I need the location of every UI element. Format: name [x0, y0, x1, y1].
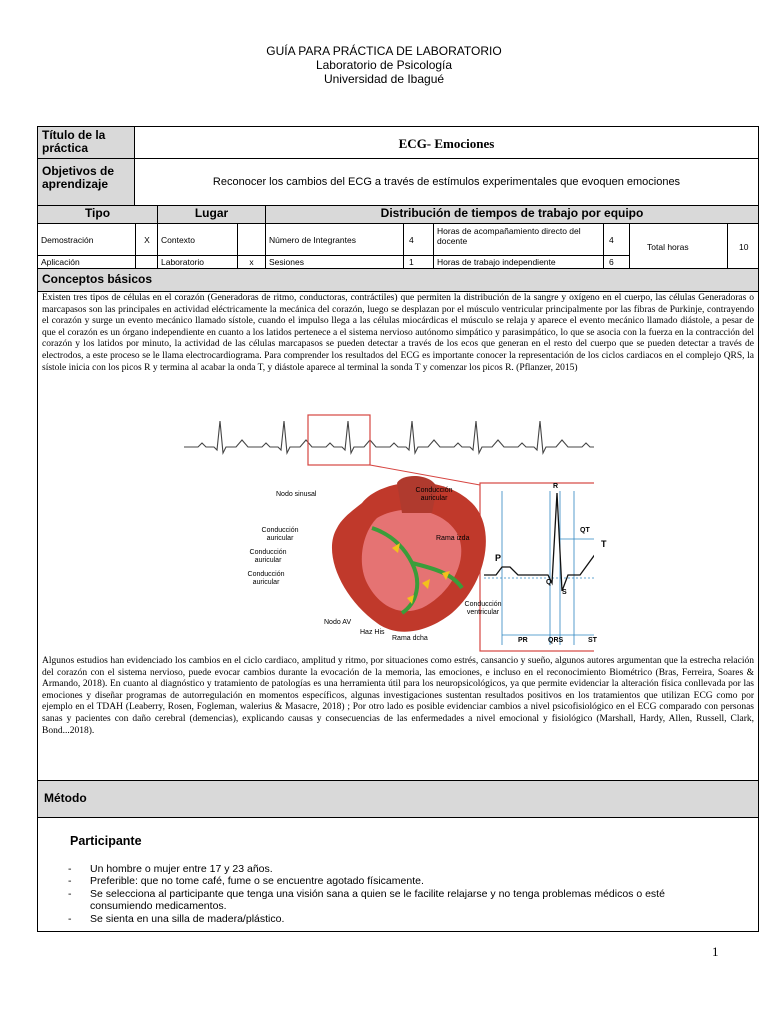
- label-rama-izda: Rama izda: [436, 535, 470, 542]
- distribution-body: [38, 224, 758, 255]
- participante-heading: Participante: [70, 834, 142, 848]
- list-item: - Se selecciona al participante que tenga una visión sana a quien se le facilite relajarse y no tenga problemas médicos o esté consumiendo medicamentos.: [68, 887, 665, 913]
- conceptos-paragraph-1: Existen tres tipos de células en el corazón (Generadoras de ritmo, conductoras, contráctiles) que permiten la distribución de la sangre y oxígeno en el cuerpo, las células Generadoras o marcapasos son las principales en actividad eléctricamente la mecánica del corazón, luego se desplazan por el músculo ventricular principalmente por las fibras de Purkinje, contrayendo el corazón y surge un evento mecánico llamado sístole, cuando el impulso llega a las células miocárdicas el músculo se relaja y aparece el evento mecánico llamado diástole, a pesar de que el corazón es un órgano independiente en cuanto a los latidos pertenece a el sistema nervioso autónomo simpático y parasimpático, lo que se asocia con la fuerza en la contracción del corazón y los latidos por minuto, la actividad de las células marcapasos se pueden detectar a través de los ecos que generan en el resto del cuerpo que se pueden detectar a través de electrodos, a este proceso se le llama electrocardiograma. Para comprender los resultados del ECG es importante conocer la representación de los ciclos cardiacos en el complejo QRS, la sístole inicia con los picos R y termina al acabar la onda T, y diástole aparece al terminal la sonda T y comenzar los picos R. (Pflanzer, 2015): [42, 293, 754, 373]
- label-cond-auricular-2: Conducción auricular: [249, 549, 287, 564]
- practice-title: ECG- Emociones: [398, 136, 495, 151]
- header-title: GUÍA PARA PRÁCTICA DE LABORATORIO: [266, 44, 502, 58]
- ecg-strip-trace: [184, 421, 594, 453]
- tipo-demostracion-mark: X: [144, 235, 150, 245]
- sesiones-value: 1: [409, 257, 414, 267]
- ecg-label-q: Q: [546, 579, 552, 586]
- label-cond-auricular-1: Conducción auricular: [261, 527, 299, 542]
- ecg-label-s: S: [562, 589, 567, 596]
- distribution-row-2: [38, 256, 758, 268]
- metodo-heading-row: [38, 781, 758, 817]
- ecg-label-t: T: [601, 539, 607, 549]
- objectives-label: Objetivos de aprendizaje: [42, 164, 115, 191]
- label-nodo-av: Nodo AV: [324, 619, 352, 626]
- tipo-header: Tipo: [84, 206, 111, 220]
- label-rama-dcha: Rama dcha: [392, 635, 428, 642]
- metodo-heading: Método: [44, 791, 87, 805]
- hours-direct-label: Horas de acompañamiento directo del docente: [437, 226, 581, 246]
- distribution-header-row: [38, 206, 758, 223]
- list-item: - Se sienta en una silla de madera/plástico.: [68, 912, 285, 925]
- total-hours-value: 10: [739, 242, 749, 252]
- ecg-heart-figure: [184, 413, 607, 653]
- conceptos-paragraph-2: Algunos estudios han evidenciado los cambios en el ciclo cardiaco, amplitud y ritmo, por situaciones como estrés, cansancio y sueño, algunos autores argumentan que la estrecha relación del corazón con el sistema nervioso, puede evocar cambios durante la evocación de la memoria, las emociones, e incluso en el reconocimiento Biométrico (Bras, Ferreira, Soares & Armando, 2018). En cuanto al diagnóstico y tratamiento de patologías es una herramienta útil para los neuropsicológicos, ya que permite evidenciar la alteración física conllevada por las emociones y diseñar programas de autorregulación en momentos específicos, algunas investigaciones sustentan resultados positivos en los tratamientos que utilizan ECG como por ejemplo en el TDAH (Leaberry, Rosen, Fogleman, walerius & Masacre, 2018) ; Por otro lado es posible evidenciar cambios a nivel psicofisiológico en el ECG comparado con personas sanas y pacientes con daño cerebral (demencias), explicando causas y consecuencias de las enfermedades a nivel emocional y fisiológico (Marshall, Hardy, Allen, Russell, Clark, Bond...2018).: [42, 656, 754, 736]
- sesiones-label: Sesiones: [269, 257, 304, 267]
- conceptos-heading: Conceptos básicos: [42, 272, 153, 286]
- objectives-text: Reconocer los cambios del ECG a través de estímulos experimentales que evoquen emociones: [212, 176, 681, 188]
- lugar-laboratorio: Laboratorio: [161, 257, 205, 267]
- objectives-row: [38, 159, 758, 205]
- hours-direct-value: 4: [609, 235, 614, 245]
- integrantes-label: Número de Integrantes: [269, 235, 356, 245]
- list-item: - Un hombre o mujer entre 17 y 23 años.: [68, 863, 273, 875]
- distribution-header: Distribución de tiempos de trabajo por equipo: [380, 206, 644, 220]
- ecg-label-r: R: [553, 483, 559, 490]
- label-cond-ventricular: Conducción ventricular: [464, 601, 502, 616]
- page-number: 1: [712, 944, 719, 959]
- lugar-laboratorio-mark: x: [249, 257, 254, 267]
- hours-independent-label: Horas de trabajo independiente: [437, 257, 556, 267]
- practice-form: [37, 126, 759, 932]
- ecg-label-st: ST: [588, 637, 597, 644]
- lugar-header: Lugar: [194, 206, 229, 220]
- document-header: [0, 44, 768, 86]
- ecg-highlight-box: [308, 415, 370, 465]
- tipo-demostracion: Demostración: [41, 235, 94, 245]
- hours-independent-value: 6: [609, 257, 614, 267]
- ecg-label-qt: QT: [580, 527, 590, 534]
- label-nodo-sinusal: Nodo sinusal: [276, 491, 317, 498]
- tipo-aplicacion: Aplicación: [41, 257, 80, 267]
- ecg-label-qrs: QRS: [548, 637, 564, 644]
- participant-list: [68, 863, 728, 925]
- ecg-label-pr: PR: [518, 637, 528, 644]
- title-row: [38, 127, 758, 158]
- title-label: Título de la práctica: [42, 128, 106, 155]
- lugar-contexto: Contexto: [161, 235, 196, 245]
- label-cond-auricular-3: Conducción auricular: [247, 571, 285, 586]
- ecg-label-p: P: [495, 553, 502, 563]
- integrantes-value: 4: [409, 235, 414, 245]
- conceptos-heading-row: [38, 269, 758, 291]
- lugar-contexto-mark: [238, 233, 266, 237]
- list-item: - Preferible: que no tome café, fume o se encuentre agotado físicamente.: [68, 875, 424, 888]
- total-hours-label: Total horas: [647, 242, 689, 252]
- label-cond-auricular-top: Conducción auricular: [415, 487, 453, 502]
- header-lab: Laboratorio de Psicología: [315, 58, 453, 72]
- label-haz-his: Haz His: [360, 629, 385, 636]
- tipo-aplicacion-mark: [136, 256, 157, 259]
- header-university: Universidad de Ibagué: [323, 72, 445, 86]
- heart-illustration: [302, 473, 502, 643]
